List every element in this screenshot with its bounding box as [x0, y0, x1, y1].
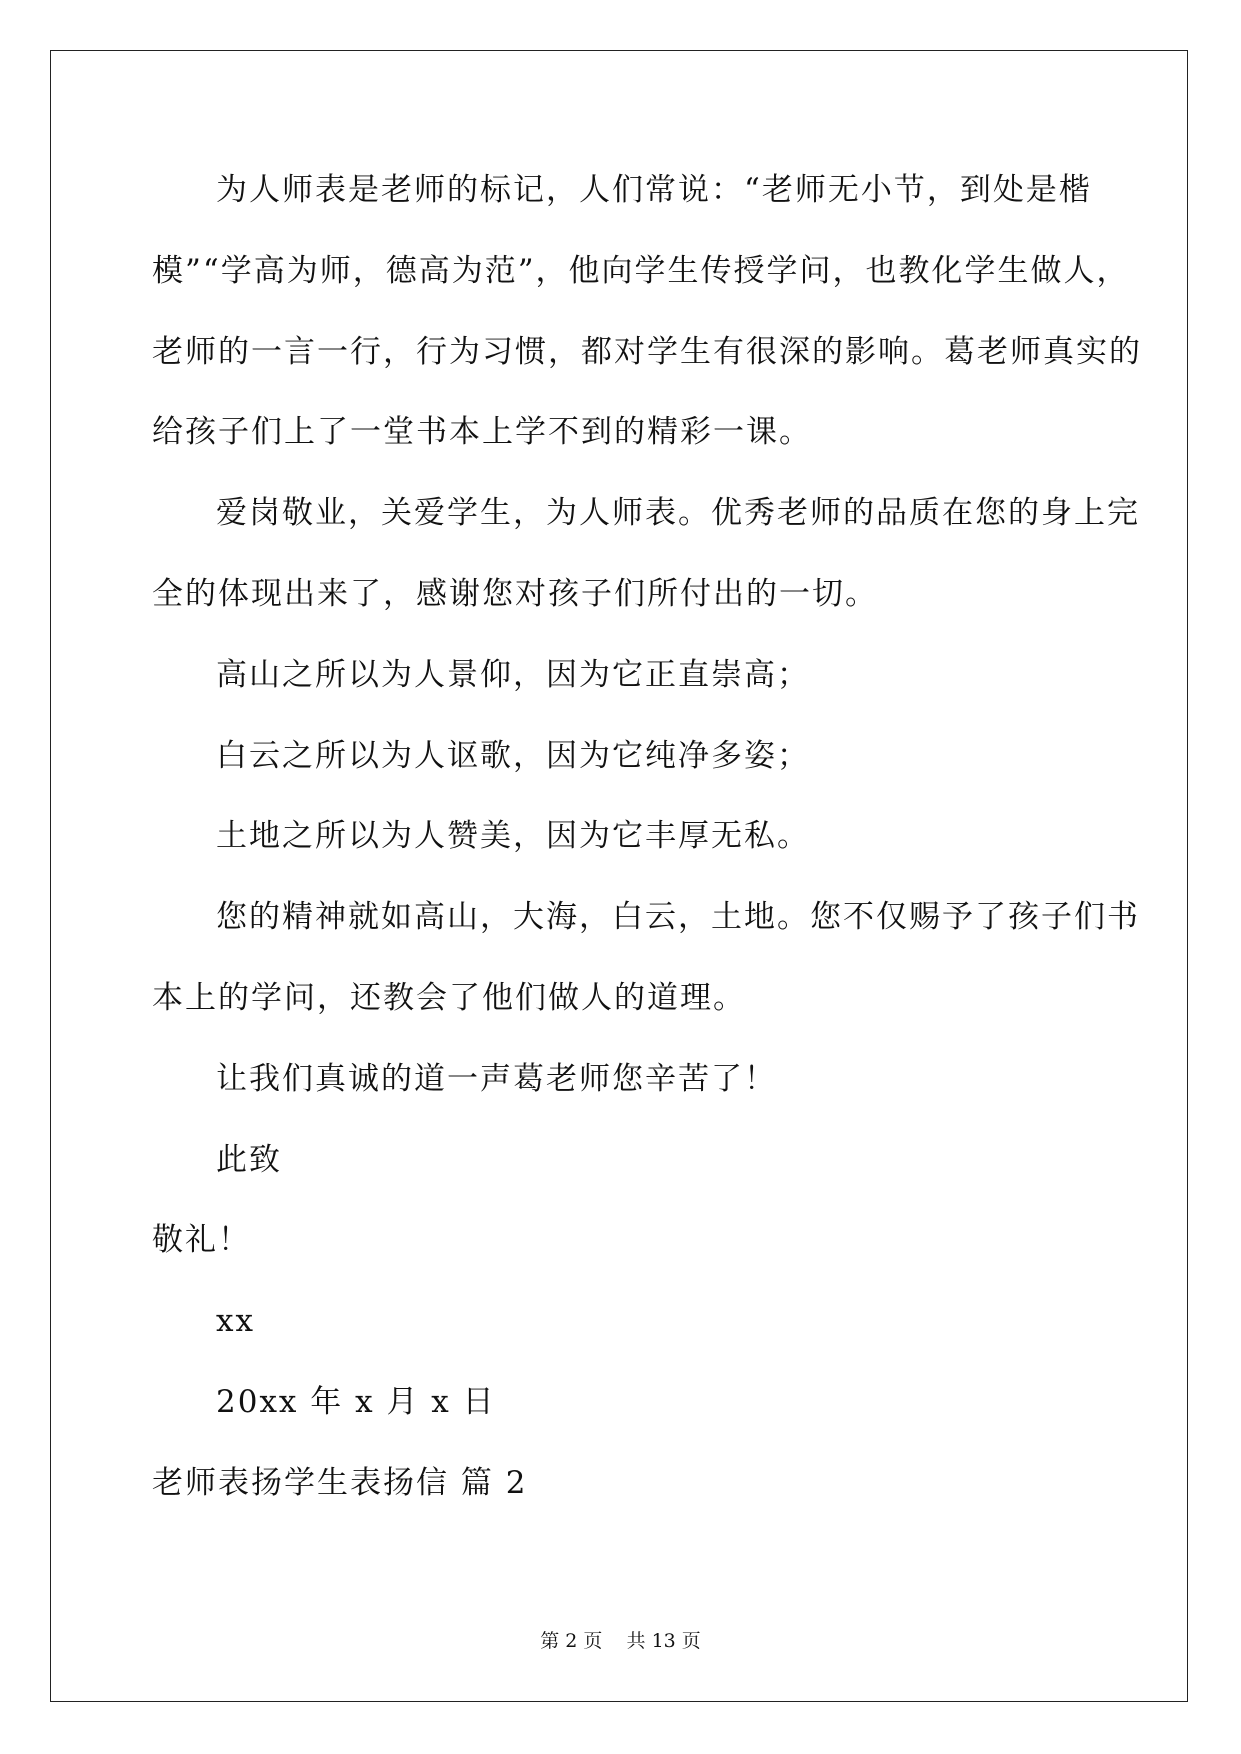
signature-name: xx: [216, 1303, 255, 1340]
paragraph-line: 您的精神就如高山，大海，白云，土地。您不仅赐予了孩子们书: [216, 899, 1140, 936]
paragraph-line: 给孩子们上了一堂书本上学不到的精彩一课。: [152, 414, 812, 451]
closing-salutation: 此致: [216, 1141, 282, 1178]
paragraph-line: 让我们真诚的道一声葛老师您辛苦了！: [216, 1060, 777, 1097]
document-body: [152, 165, 1142, 1539]
paragraph-line: 土地之所以为人赞美，因为它丰厚无私。: [216, 818, 810, 855]
paragraph-line: 白云之所以为人讴歌，因为它纯净多姿；: [216, 737, 810, 774]
page-total: 共 13 页: [626, 1630, 701, 1652]
paragraph-line: 老师的一言一行，行为习惯，都对学生有很深的影响。葛老师真实的: [152, 333, 1142, 370]
paragraph-line: 为人师表是老师的标记，人们常说：“老师无小节，到处是楷: [216, 172, 1092, 208]
paragraph-line: 模”“学高为师，德高为范”，他向学生传授学问，也教化学生做人，: [152, 252, 1130, 289]
paragraph-line: 本上的学问，还教会了他们做人的道理。: [152, 979, 746, 1016]
closing-regards: 敬礼！: [152, 1222, 251, 1259]
signature-date: 20xx 年 x 月 x 日: [216, 1383, 496, 1420]
section-heading: 老师表扬学生表扬信 篇 2: [152, 1464, 528, 1501]
page-footer: [0, 1626, 1241, 1653]
paragraph-line: 全的体现出来了，感谢您对孩子们所付出的一切。: [152, 575, 878, 612]
footer-spacer: [602, 1630, 626, 1652]
paragraph-line: 爱岗敬业，关爱学生，为人师表。优秀老师的品质在您的身上完: [216, 495, 1140, 532]
page-number: 第 2 页: [540, 1630, 603, 1652]
paragraph-line: 高山之所以为人景仰，因为它正直崇高；: [216, 656, 810, 693]
